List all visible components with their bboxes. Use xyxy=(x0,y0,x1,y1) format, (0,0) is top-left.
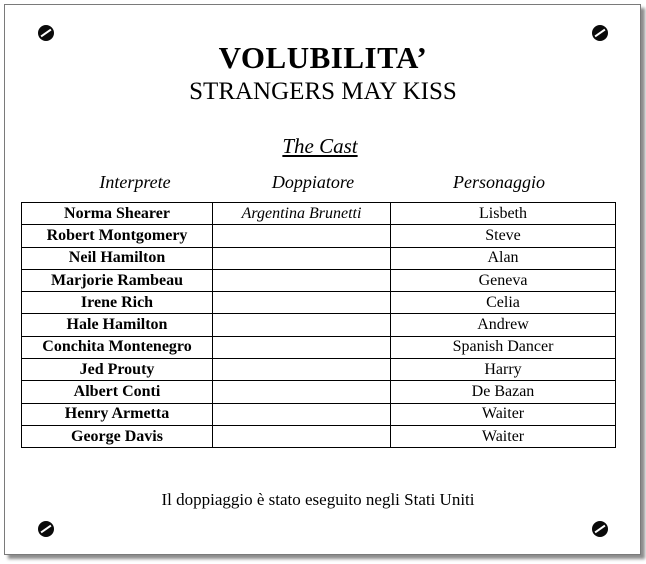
dubber-cell xyxy=(213,381,391,403)
actor-cell: Hale Hamilton xyxy=(22,314,213,336)
table-row xyxy=(22,203,616,225)
actor-cell: Albert Conti xyxy=(22,381,213,403)
table-row xyxy=(22,247,616,269)
character-cell: Andrew xyxy=(391,314,616,336)
column-header-character: Personaggio xyxy=(453,172,545,192)
dubber-cell xyxy=(213,247,391,269)
dubber-cell xyxy=(213,425,391,447)
table-row xyxy=(22,269,616,291)
actor-cell: Norma Shearer xyxy=(22,203,213,225)
table-row xyxy=(22,314,616,336)
table-row xyxy=(22,359,616,381)
screw-icon-top-left xyxy=(38,25,54,41)
actor-cell: Conchita Montenegro xyxy=(22,336,213,358)
column-header-dubber: Doppiatore xyxy=(271,172,355,192)
dubber-cell xyxy=(213,269,391,291)
cast-table xyxy=(21,202,616,448)
table-row xyxy=(22,225,616,247)
actor-cell: Neil Hamilton xyxy=(22,247,213,269)
dubber-cell xyxy=(213,359,391,381)
character-cell: Lisbeth xyxy=(391,203,616,225)
dubber-cell xyxy=(213,314,391,336)
table-row xyxy=(22,403,616,425)
table-row xyxy=(22,292,616,314)
cast-heading: The Cast xyxy=(282,134,358,158)
table-row xyxy=(22,381,616,403)
actor-cell: Robert Montgomery xyxy=(22,225,213,247)
character-cell: De Bazan xyxy=(391,381,616,403)
character-cell: Steve xyxy=(391,225,616,247)
actor-cell: Henry Armetta xyxy=(22,403,213,425)
table-row xyxy=(22,336,616,358)
character-cell: Geneva xyxy=(391,269,616,291)
character-cell: Alan xyxy=(391,247,616,269)
actor-cell: Irene Rich xyxy=(22,292,213,314)
character-cell: Harry xyxy=(391,359,616,381)
actor-cell: Jed Prouty xyxy=(22,359,213,381)
dubber-cell xyxy=(213,292,391,314)
actor-cell: George Davis xyxy=(22,425,213,447)
character-cell: Waiter xyxy=(391,425,616,447)
italian-title: VOLUBILITA’ xyxy=(218,40,428,75)
screw-icon-bottom-left xyxy=(38,521,54,537)
original-title: STRANGERS MAY KISS xyxy=(189,78,457,105)
actor-cell: Marjorie Rambeau xyxy=(22,269,213,291)
column-header-actor: Interprete xyxy=(99,172,171,192)
dubber-cell xyxy=(213,336,391,358)
screw-icon-top-right xyxy=(592,25,608,41)
screw-icon-bottom-right xyxy=(592,521,608,537)
dubbing-note: Il doppiaggio è stato eseguito negli Stati Uniti xyxy=(161,490,475,509)
table-row xyxy=(22,425,616,447)
character-cell: Spanish Dancer xyxy=(391,336,616,358)
character-cell: Celia xyxy=(391,292,616,314)
dubber-cell xyxy=(213,403,391,425)
character-cell: Waiter xyxy=(391,403,616,425)
dubber-cell: Argentina Brunetti xyxy=(213,203,391,225)
dubber-cell xyxy=(213,225,391,247)
